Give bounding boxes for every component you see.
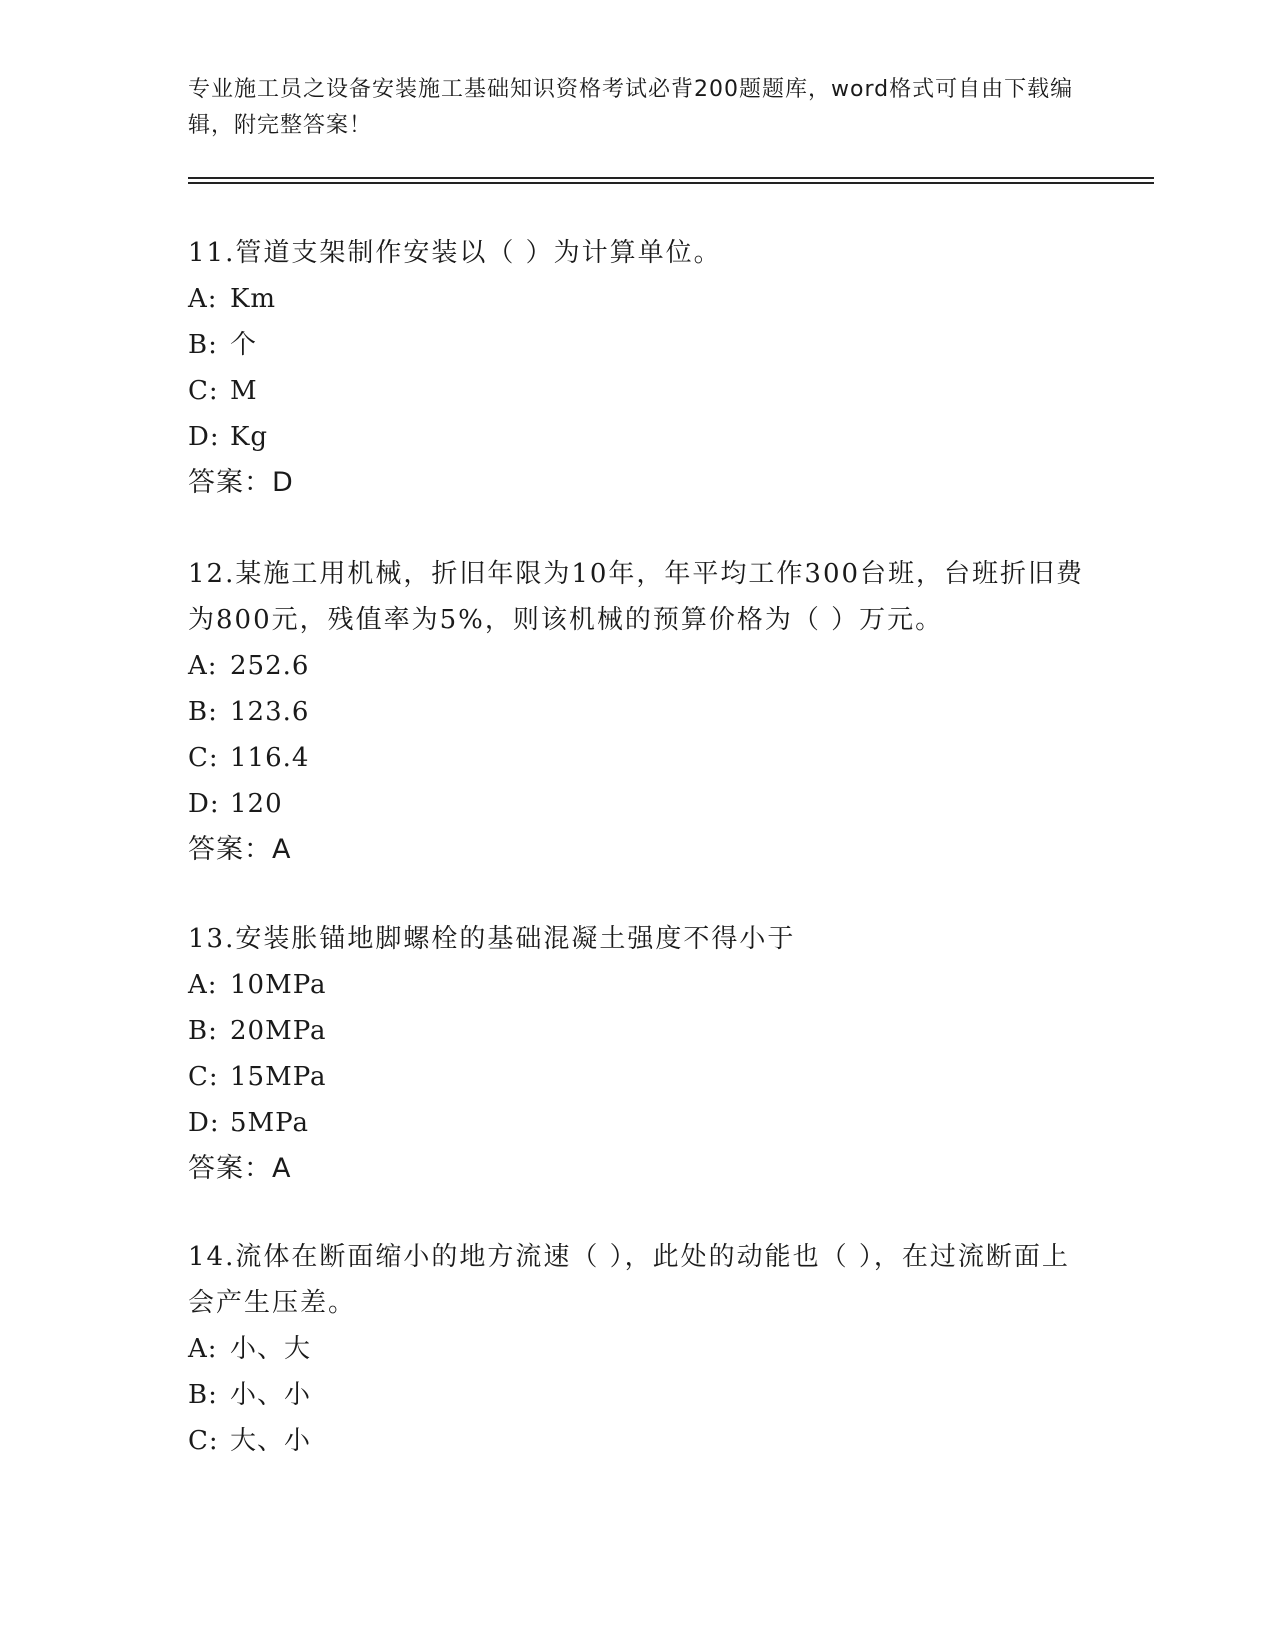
- option-key: B:: [188, 1016, 218, 1046]
- option-text: 20MPa: [230, 1016, 327, 1046]
- option-text: 120: [230, 789, 283, 819]
- answer: 答案：A: [188, 1153, 292, 1184]
- option-key: B:: [188, 1380, 218, 1410]
- option-key: D:: [188, 1108, 220, 1138]
- option-b: [188, 322, 1088, 368]
- option-a: [188, 962, 1088, 1008]
- option-c: [188, 1054, 1088, 1100]
- header-divider-bottom: [188, 182, 1154, 184]
- question-stem: 14.流体在断面缩小的地方流速（ ），此处的动能也（ ），在过流断面上会产生压差。: [188, 1242, 1070, 1318]
- question-stem: 12.某施工用机械，折旧年限为10年，年平均工作300台班，台班折旧费为800元，残值率为5%，则该机械的预算价格为（ ）万元。: [188, 559, 1085, 635]
- option-key: D:: [188, 789, 220, 819]
- option-text: Km: [230, 284, 277, 314]
- option-c: [188, 1418, 1088, 1464]
- option-key: B:: [188, 697, 218, 727]
- option-key: A:: [188, 970, 218, 1000]
- option-text: Kg: [230, 422, 269, 452]
- option-key: C:: [188, 1426, 219, 1456]
- option-key: A:: [188, 651, 218, 681]
- question-stem: 11.管道支架制作安装以（ ）为计算单位。: [188, 238, 722, 268]
- document-header: [188, 72, 1078, 144]
- question-stem: 13.安装胀锚地脚螺栓的基础混凝土强度不得小于: [188, 924, 796, 954]
- answer: 答案：D: [188, 467, 294, 498]
- option-key: D:: [188, 422, 220, 452]
- option-text: 5MPa: [230, 1108, 309, 1138]
- question-14: [188, 1234, 1088, 1464]
- option-key: C:: [188, 1062, 219, 1092]
- option-d: [188, 1100, 1088, 1146]
- option-text: 123.6: [230, 697, 310, 727]
- option-text: 252.6: [230, 651, 310, 681]
- option-key: A:: [188, 1334, 218, 1364]
- header-title: 专业施工员之设备安装施工基础知识资格考试必背200题题库，word格式可自由下载编辑，附完整答案！: [188, 77, 1074, 138]
- option-text: 大、小: [230, 1426, 312, 1456]
- option-c: [188, 735, 1088, 781]
- option-text: 10MPa: [230, 970, 327, 1000]
- option-text: 116.4: [230, 743, 310, 773]
- option-a: [188, 276, 1088, 322]
- option-text: 个: [230, 330, 258, 360]
- option-b: [188, 689, 1088, 735]
- option-key: C:: [188, 743, 219, 773]
- option-d: [188, 414, 1088, 460]
- option-b: [188, 1008, 1088, 1054]
- option-b: [188, 1372, 1088, 1418]
- option-d: [188, 781, 1088, 827]
- option-key: B:: [188, 330, 218, 360]
- answer: 答案：A: [188, 834, 292, 865]
- option-text: 15MPa: [230, 1062, 327, 1092]
- option-c: [188, 368, 1088, 414]
- question-12: [188, 551, 1088, 873]
- option-a: [188, 643, 1088, 689]
- option-text: M: [230, 376, 258, 406]
- option-text: 小、大: [230, 1334, 312, 1364]
- question-13: [188, 916, 1088, 1192]
- header-divider-top: [188, 177, 1154, 179]
- question-11: [188, 230, 1088, 506]
- option-key: C:: [188, 376, 219, 406]
- option-key: A:: [188, 284, 218, 314]
- option-a: [188, 1326, 1088, 1372]
- option-text: 小、小: [230, 1380, 312, 1410]
